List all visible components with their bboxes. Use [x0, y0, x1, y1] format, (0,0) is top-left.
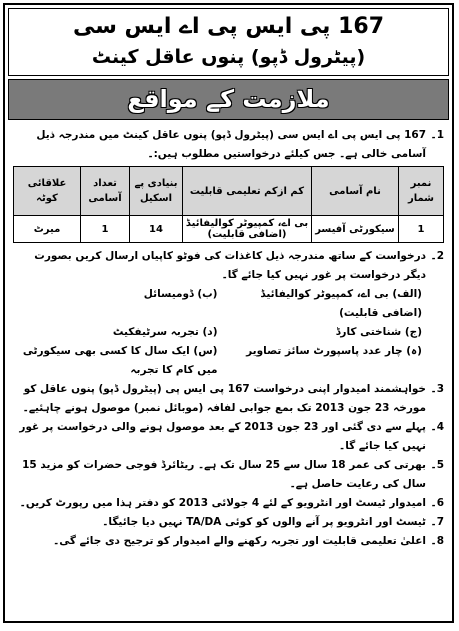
paragraph-number: 3۔: [430, 383, 444, 395]
paragraph-text: امیدوار ٹیسٹ اور انٹرویو کے لئے 4 جولائی 2013 کو دفتر ہذا میں رپورٹ کریں۔: [19, 497, 426, 509]
document-item: (الف) بی اے، کمپیوٹر کوالیفائیڈ (اضافی قابلیت): [260, 288, 422, 319]
paragraph-text: اعلیٰ تعلیمی قابلیت اور تجربہ رکھنے والے امیدوار کو ترجیح دی جائے گی۔: [53, 535, 426, 547]
paragraph-5: [13, 456, 444, 494]
document-item: (ج) شناختی کارڈ: [335, 326, 422, 338]
column-header: نمبر شمار: [399, 167, 444, 216]
header-box: [8, 8, 449, 76]
paragraph-7: [13, 513, 444, 532]
table-cell: 14: [130, 216, 183, 243]
table-cell: 1: [399, 216, 444, 243]
advertisement-page: [3, 3, 454, 623]
column-header: کم ازکم تعلیمی قابلیت: [183, 167, 312, 216]
paragraph-text: خواہشمند امیدوار اپنی درخواست 167 پی ایس پی (پیٹرول ڈپو) پنوں عاقل کو مورخہ 23 جون 2013 تک بمع جوابی لفافہ (موبائل نمبر) موصول ہونے چاہئیے۔: [22, 383, 426, 414]
paragraph-text: 167 پی ایس پی اے ایس سی (پیٹرول ڈپو) پنوں عاقل کینٹ میں مندرجہ ذیل آسامی خالی ہے۔ جس کیلئے درخواستیں مطلوب ہیں:۔: [36, 129, 426, 160]
paragraph-8: [13, 532, 444, 551]
table-cell: 1: [81, 216, 130, 243]
table-cell: بی اے، کمپیوٹر کوالیفائیڈ (اضافی قابلیت): [183, 216, 312, 243]
required-documents-list: [13, 285, 444, 380]
paragraph-text: پہلے سے دی گئی اور 23 جون 2013 کے بعد موصول ہونے والی درخواست پر غور نہیں کیا جائے گا۔: [19, 421, 426, 452]
paragraph-text: درخواست کے ساتھ مندرجہ ذیل کاغذات کی فوٹو کاپیاں ارسال کریں بصورت دیگر درخواست پر غور نہیں کیا جائے گا۔: [34, 250, 426, 281]
column-header: بنیادی پے اسکیل: [130, 167, 183, 216]
document-item: (ب) ڈومیسائل: [143, 288, 218, 300]
banner-title: ملازمت کے مواقع: [8, 79, 449, 120]
paragraph-number: 8۔: [430, 535, 444, 547]
ad-body: [13, 126, 444, 617]
paragraph-number: 4۔: [430, 421, 444, 433]
paragraph-text: ٹیسٹ اور انٹرویو پر آنے والوں کو کوئی TA/DA نہیں دیا جائیگا۔: [102, 516, 426, 528]
paragraph-4: [13, 418, 444, 456]
paragraph-number: 5۔: [430, 459, 444, 471]
column-header: نام آسامی: [312, 167, 399, 216]
table-row: [14, 216, 444, 243]
table-cell: سیکورٹی آفیسر: [312, 216, 399, 243]
document-item: (د) تجربہ سرٹیفکیٹ: [112, 326, 218, 338]
paragraph-number: 6۔: [430, 497, 444, 509]
document-item: (ہ) چار عدد پاسپورٹ سائز تصاویر: [246, 345, 422, 357]
paragraph-number: 2۔: [430, 250, 444, 262]
paragraph-1: [13, 126, 444, 164]
paragraph-text: بھرتی کی عمر 18 سال سے 25 سال تک ہے۔ ریٹائرڈ فوجی حضرات کو مزید 15 سال کی رعایت حاصل ہے۔: [22, 459, 426, 490]
paragraph-number: 7۔: [430, 516, 444, 528]
paragraph-3: [13, 380, 444, 418]
document-item: (س) ایک سال کا کسی بھی سیکورٹی میں کام کا تجربہ: [22, 345, 218, 376]
table-cell: میرٹ: [14, 216, 81, 243]
column-header: علاقائی کوٹہ: [14, 167, 81, 216]
header-subtitle: (پیٹرول ڈپو) پنوں عاقل کینٹ: [91, 46, 366, 68]
column-header: تعداد آسامی: [81, 167, 130, 216]
paragraph-2: [13, 247, 444, 285]
table-header-row: [14, 167, 444, 216]
paragraph-6: [13, 494, 444, 513]
vacancy-table: [13, 166, 444, 243]
header-title: 167 پی ایس پی اے ایس سی: [72, 14, 385, 39]
paragraph-number: 1۔: [430, 129, 444, 141]
